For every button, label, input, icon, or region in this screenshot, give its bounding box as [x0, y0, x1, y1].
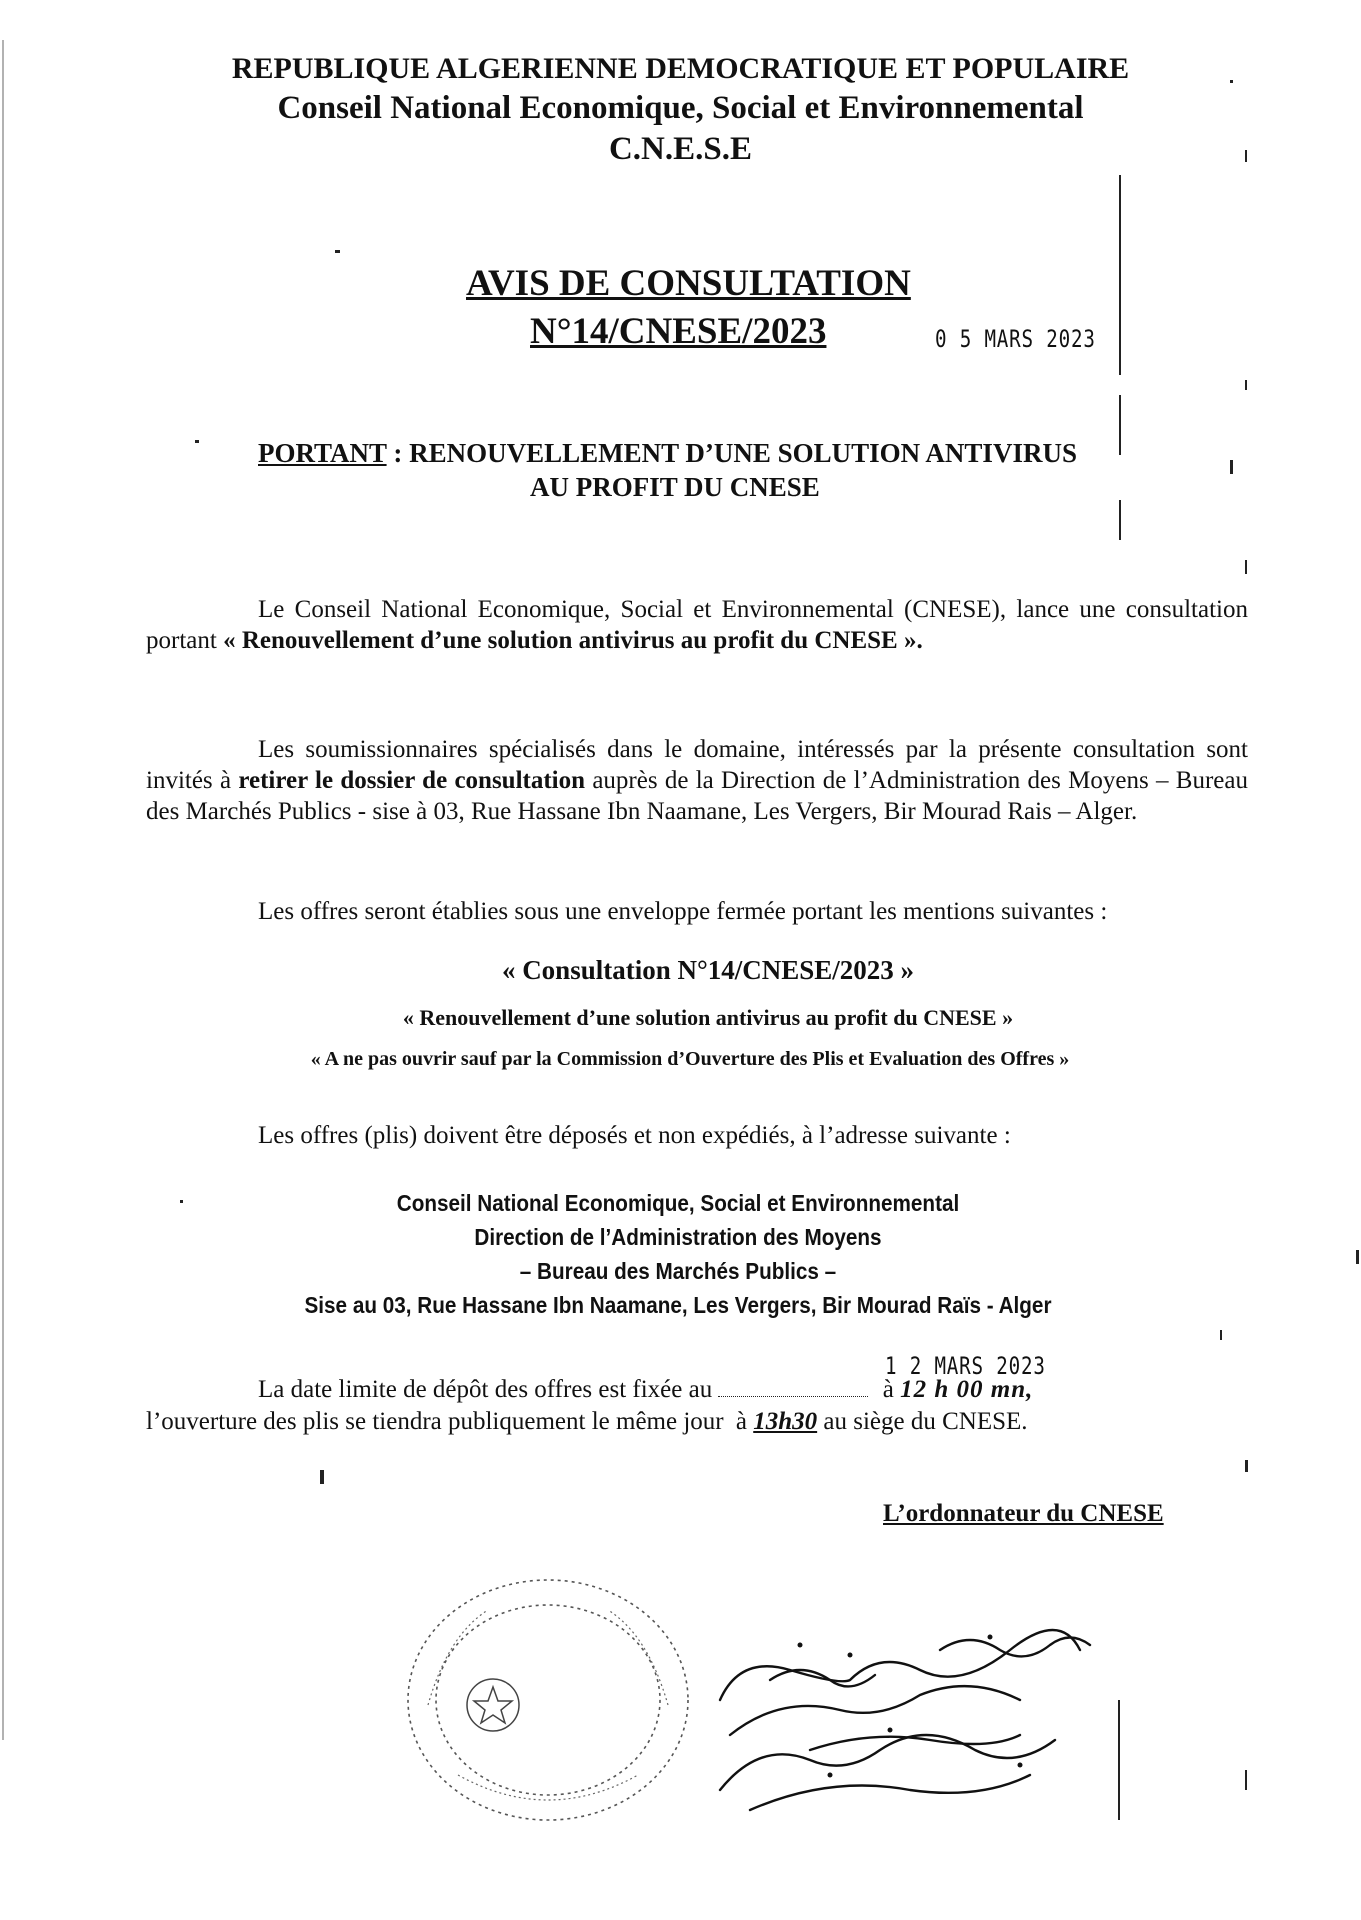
- handwritten-signature-icon: [690, 1615, 1120, 1825]
- deadline-time: 12 h 00 mn,: [900, 1376, 1034, 1403]
- deadline-text-a: La date limite de dépôt des offres est fixée au: [258, 1376, 713, 1403]
- scan-speck: [1230, 460, 1233, 474]
- scan-margin-line: [1119, 175, 1121, 375]
- header-republic: REPUBLIQUE ALGERIENNE DEMOCRATIQUE ET POPULAIRE: [231, 52, 1130, 85]
- paragraph-bidders: [146, 734, 1248, 827]
- deadline-date-blank: [718, 1374, 868, 1397]
- bidders-text-a: Les soumissionnaires spécialisés dans le domaine, intéressés par la présente consultation sont invités à: [146, 736, 1248, 794]
- opening-text: l’ouverture des plis se tiendra publiquement le même jour: [146, 1408, 724, 1435]
- intro-subject: « Renouvellement d’une solution antivirus au profit du CNESE ».: [223, 627, 923, 654]
- intro-text: Le Conseil National Economique, Social et Environnemental (CNESE), lance une consultation portant: [146, 596, 1248, 654]
- scan-speck: [1356, 1250, 1359, 1264]
- bidders-text-b: auprès de la Direction de l’Administration des Moyens – Bureau des Marchés Publics - sise à 03, Rue Hassane Ibn Naamane, Les Vergers, Bir Mourad Rais – Alger.: [146, 767, 1248, 825]
- mention-warning: « A ne pas ouvrir sauf par la Commission d’Ouverture des Plis et Evaluation des Offres »: [310, 1048, 1070, 1070]
- scan-speck: [1245, 1460, 1248, 1472]
- mention-subject: « Renouvellement d’une solution antivirus au profit du CNESE »: [402, 1005, 1014, 1030]
- notice-date-stamp: 0 5 MARS 2023: [935, 325, 1096, 353]
- scan-margin-line: [1118, 1700, 1120, 1820]
- scan-speck: [1245, 560, 1247, 574]
- bidders-bold: retirer le dossier de consultation: [238, 767, 586, 794]
- paragraph-offers: Les offres seront établies sous une enveloppe fermée portant les mentions suivantes :: [258, 898, 1108, 925]
- deadline-date-stamp: 1 2 MARS 2023: [885, 1352, 1046, 1380]
- scan-speck: [180, 1200, 183, 1203]
- subject-separator: :: [386, 438, 410, 468]
- opening-prep: à: [735, 1408, 747, 1435]
- paragraph-intro: [146, 594, 1248, 656]
- opening-time: 13h30: [753, 1408, 818, 1435]
- scan-speck: [1230, 80, 1233, 83]
- subject-line2: AU PROFIT DU CNESE: [530, 472, 820, 502]
- scan-speck: [1245, 150, 1247, 162]
- address-street: Sise au 03, Rue Hassane Ibn Naamane, Les Vergers, Bir Mourad Raïs - Alger: [304, 1292, 1052, 1318]
- notice-number: N°14/CNESE/2023: [530, 311, 827, 352]
- paragraph-deposit: Les offres (plis) doivent être déposés et non expédiés, à l’adresse suivante :: [258, 1122, 1011, 1149]
- subject-label: PORTANT: [258, 438, 387, 468]
- address-direction: Direction de l’Administration des Moyens: [474, 1224, 882, 1250]
- notice-title: AVIS DE CONSULTATION: [466, 263, 911, 304]
- address-bureau: – Bureau des Marchés Publics –: [519, 1258, 837, 1284]
- scan-speck: [335, 250, 340, 253]
- address-council: Conseil National Economique, Social et Environnemental: [396, 1190, 960, 1216]
- deadline-text-b: à: [882, 1376, 894, 1403]
- scan-speck: [1220, 1330, 1222, 1340]
- header-council: Conseil National Economique, Social et Environnemental: [277, 90, 1084, 126]
- scan-speck: [1245, 1770, 1247, 1790]
- official-seal-icon: [398, 1565, 698, 1835]
- subject-line1: RENOUVELLEMENT D’UNE SOLUTION ANTIVIRUS: [409, 438, 1077, 468]
- scan-speck: [1245, 380, 1247, 390]
- scan-speck: [195, 440, 199, 443]
- scan-speck: [320, 1470, 324, 1484]
- opening-place: au siège du CNESE.: [823, 1408, 1028, 1435]
- scan-margin-line: [1119, 500, 1121, 540]
- scan-margin-line: [1119, 395, 1121, 455]
- mention-consultation: « Consultation N°14/CNESE/2023 »: [501, 955, 915, 985]
- signatory-title: L’ordonnateur du CNESE: [883, 1500, 1164, 1527]
- header-acronym: C.N.E.S.E: [608, 131, 753, 167]
- scan-edge-line: [2, 40, 4, 1740]
